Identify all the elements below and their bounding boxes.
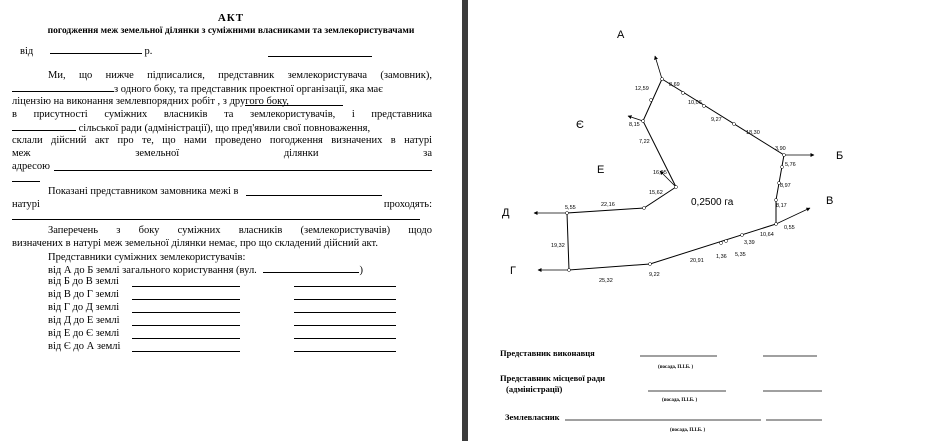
customer-blank[interactable]	[12, 82, 114, 92]
segment-label: 1,36	[716, 254, 727, 260]
row-b-v	[48, 276, 119, 287]
row-e-ye	[48, 328, 119, 339]
vertex	[642, 120, 645, 123]
point-labels	[502, 29, 843, 277]
p1-line-1: Ми, що нижче підписалися, представник землекористувача (замовник),	[48, 70, 432, 81]
p1-line-5	[12, 121, 432, 135]
segment-label: 18,30	[746, 130, 760, 136]
address-blank[interactable]	[54, 170, 432, 171]
p3-line-1: Заперечень з боку суміжних власників (землекористувачів) щодо	[48, 225, 432, 236]
area-label: 0,2500 га	[691, 197, 734, 208]
segment-label: 5,76	[785, 162, 796, 168]
sign-e-ye-name[interactable]	[132, 338, 240, 339]
vertex	[781, 166, 784, 169]
boundary-blank[interactable]	[246, 195, 382, 196]
point-b-label: Б	[836, 150, 844, 162]
p1-line-4: в присутності суміжних власників та землекористувачів, і представника	[12, 109, 432, 120]
council-blank[interactable]	[12, 121, 76, 131]
vertex	[783, 154, 786, 157]
arrow-ye	[628, 116, 643, 121]
row-a-b	[48, 263, 363, 276]
vertex	[733, 123, 736, 126]
p2-line-1a	[48, 185, 238, 198]
vertex	[649, 263, 652, 266]
sign-v-g-sig[interactable]	[294, 299, 396, 300]
vertex	[643, 207, 646, 210]
signature-block	[500, 348, 822, 433]
segment-label: 20,91	[690, 258, 704, 264]
row-d-e-label: від Д до Е землі	[48, 315, 120, 326]
segment-label: 8,15	[629, 122, 640, 128]
designer-blank[interactable]	[245, 105, 343, 106]
row-d-e	[48, 315, 120, 326]
executor-label: Представник виконавця	[500, 348, 595, 358]
row-g-d	[48, 302, 119, 313]
p1-line-3-text: ліцензію на виконання землевпорядних робіт , з другого боку,	[12, 96, 289, 107]
segment-label: 7,22	[639, 139, 650, 145]
p1-line-7: меж земельної ділянки за	[12, 148, 432, 159]
act-subtitle: погодження меж земельної ділянки з суміжними власниками та землекористувачами	[47, 26, 415, 36]
vertex	[682, 92, 685, 95]
row-a-b-label: від А до Б землі загального користування (вул.	[48, 265, 257, 276]
owner-label: Землевласник	[505, 412, 560, 422]
segment-label: 9,22	[649, 272, 660, 278]
act-title: АКТ	[217, 12, 245, 24]
vertex	[650, 99, 653, 102]
row-v-g	[48, 289, 119, 300]
address-blank-2[interactable]	[12, 181, 40, 182]
row-ye-a-label: від Є до А землі	[48, 341, 121, 352]
segment-label: 0,55	[784, 225, 795, 231]
boundary-blank-2[interactable]	[12, 219, 420, 220]
point-a-label: А	[617, 29, 625, 41]
vertex	[741, 234, 744, 237]
arrow-v	[776, 208, 810, 224]
sign-b-v-sig[interactable]	[294, 286, 396, 287]
segment-label: 5,35	[735, 252, 746, 258]
segment-label: 10,06	[688, 100, 702, 106]
sign-e-ye-sig[interactable]	[294, 338, 396, 339]
p3-line-2: визначених в натурі меж земельної ділянки немає, про що складений дійсний акт.	[12, 238, 378, 249]
sign-d-e-sig[interactable]	[294, 325, 396, 326]
plot-plan	[468, 0, 940, 441]
point-d-label: Д	[502, 207, 510, 219]
point-g-label: Г	[510, 265, 516, 277]
council-hint: (посада, П.І.Б. )	[662, 398, 698, 403]
act-page	[0, 0, 462, 441]
vertex	[775, 199, 778, 202]
segment-label: 3,39	[744, 240, 755, 246]
date-blank[interactable]	[50, 44, 142, 54]
segment-label: 5,55	[565, 205, 576, 211]
vertex	[675, 186, 678, 189]
row-e-ye-label: від Е до Є землі	[48, 328, 120, 339]
segment-label: 15,62	[649, 190, 663, 196]
vertex	[566, 212, 569, 215]
p1-line-3	[12, 95, 289, 108]
point-ye-label: Є	[576, 119, 584, 131]
segment-label: 8,97	[780, 183, 791, 189]
row-v-g-label: від В до Г землі	[48, 289, 119, 300]
segment-label: 10,64	[760, 232, 774, 238]
vertex	[703, 105, 706, 108]
segment-label: 25,32	[599, 278, 613, 284]
p1-line-5-text: сільської ради (адміністрації), що пред'явили свої повноваження,	[78, 123, 371, 134]
date-prefix: від	[20, 46, 34, 57]
segment-label: 22,16	[601, 202, 615, 208]
segment-label: 19,32	[551, 243, 565, 249]
segment-lengths	[551, 82, 796, 284]
plan-page	[468, 0, 940, 441]
vertex	[661, 78, 664, 81]
row-g-d-label: від Г до Д землі	[48, 302, 120, 313]
row-a-b-tail: )	[359, 265, 363, 276]
segment-label: 3,90	[775, 146, 786, 152]
segment-label: 9,27	[711, 117, 722, 123]
sign-v-g-name[interactable]	[132, 299, 240, 300]
vertex	[568, 269, 571, 272]
sign-ye-a-name[interactable]	[132, 351, 240, 352]
sign-b-v-name[interactable]	[132, 286, 240, 287]
point-e-label: Е	[597, 164, 605, 176]
p1-line-2-text: з одного боку, та представник проектної організації, яка має	[114, 84, 383, 95]
sign-g-d-sig[interactable]	[294, 312, 396, 313]
p1-line-2	[12, 82, 432, 96]
segment-label: 8,69	[669, 82, 680, 88]
vertex	[725, 240, 728, 243]
vertex	[720, 242, 723, 245]
row-b-v-label: від Б до В землі	[48, 276, 119, 287]
date-suffix: р.	[144, 46, 153, 57]
sign-ye-a-sig[interactable]	[294, 351, 396, 352]
vertex	[775, 223, 778, 226]
sign-d-e-name[interactable]	[132, 325, 240, 326]
p1-line-8: адресою	[12, 161, 50, 172]
p1-line-6: склали дійсний акт про те, що нами проведено погодження визначених в натурі	[12, 135, 432, 146]
segment-label: 8,17	[776, 203, 787, 209]
p2-line-2: натурі проходять:	[12, 199, 432, 210]
reps-heading: Представники суміжних землекористувачів:	[48, 252, 246, 263]
segment-label: 16,95	[653, 170, 667, 176]
owner-hint: (посада, П.І.Б. )	[670, 428, 706, 433]
arrow-a	[655, 56, 662, 79]
act-date-line	[20, 44, 152, 58]
segment-label: 12,59	[635, 86, 649, 92]
row-ye-a	[48, 341, 120, 352]
p2-line-1-text: Показані представником замовника межі в	[48, 186, 239, 197]
sign-g-d-name[interactable]	[132, 312, 240, 313]
executor-hint: (посада, П.І.Б. )	[658, 365, 694, 370]
street-blank[interactable]	[263, 263, 359, 273]
place-blank[interactable]	[268, 56, 372, 57]
council-label-1: Представник місцевої ради	[500, 373, 606, 383]
council-label-2: (адміністрації)	[506, 384, 563, 394]
point-v-label: В	[826, 195, 834, 207]
